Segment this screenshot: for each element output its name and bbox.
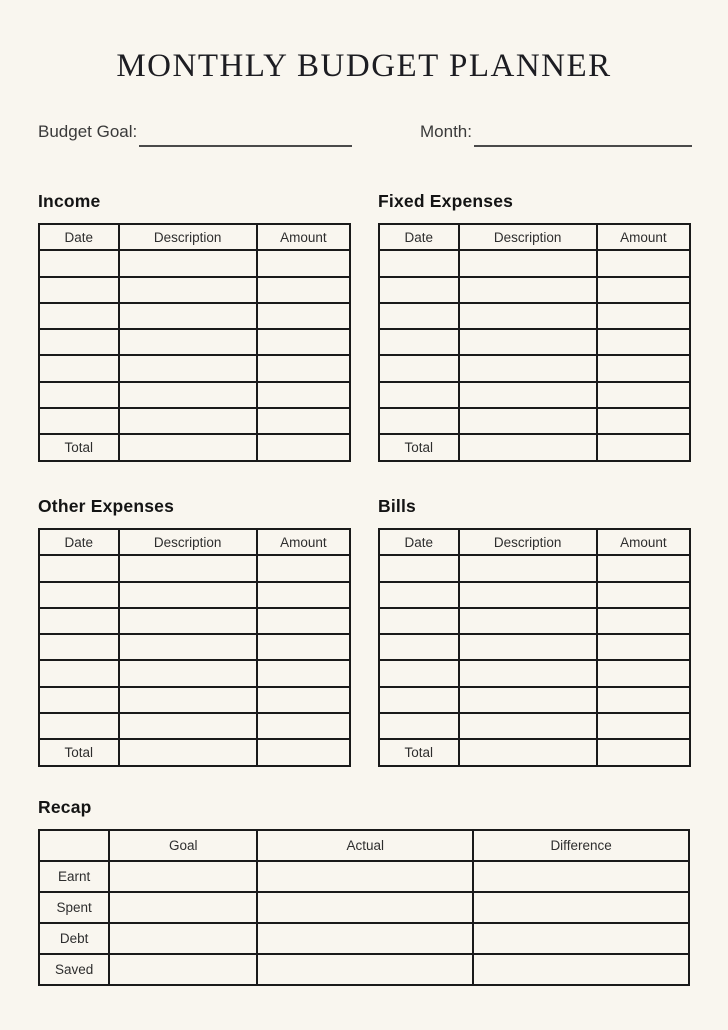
income-entry-row [39,408,350,434]
recap-section-title: Recap [38,797,92,817]
other-expenses-entry-row [39,713,350,739]
fixed-expenses-entry-row [379,303,690,329]
other-expenses-entry-cell[interactable] [39,555,119,581]
other-expenses-entry-cell[interactable] [257,555,350,581]
fixed-expenses-entry-cell[interactable] [379,250,459,276]
income-entry-cell[interactable] [39,408,119,434]
fixed-expenses-table [378,223,691,462]
income-entry-cell[interactable] [257,250,350,276]
bills-entry-cell[interactable] [459,582,597,608]
fixed-expenses-entry-cell[interactable] [379,408,459,434]
bills-entry-cell[interactable] [597,713,690,739]
bills-entry-cell[interactable] [597,582,690,608]
other-expenses-entry-cell[interactable] [39,634,119,660]
bills-total-amount-cell[interactable] [597,739,690,765]
recap-spent-label: Spent [39,892,109,923]
budget-goal-label: Budget Goal: [38,122,138,141]
fixed-expenses-entry-cell[interactable] [459,329,597,355]
bills-date-column-header: Date [379,529,459,555]
income-entry-cell[interactable] [39,250,119,276]
other-expenses-entry-cell[interactable] [257,713,350,739]
bills-header-row [379,529,690,555]
fixed-expenses-entry-cell[interactable] [597,408,690,434]
bills-total-row [379,739,690,765]
income-entry-cell[interactable] [119,355,257,381]
bills-entry-cell[interactable] [597,634,690,660]
month-label: Month: [420,122,472,141]
recap-earnt-goal-cell[interactable] [109,861,257,892]
bills-entry-row [379,582,690,608]
income-entry-row [39,303,350,329]
bills-entry-cell[interactable] [459,634,597,660]
other-expenses-entry-row [39,582,350,608]
other-expenses-entry-cell[interactable] [257,608,350,634]
bills-entry-row [379,634,690,660]
fixed-expenses-entry-cell[interactable] [379,329,459,355]
recap-goal-column-header: Goal [109,830,257,861]
income-total-amount-cell[interactable] [257,434,350,460]
income-entry-cell[interactable] [39,355,119,381]
bills-total-description-cell[interactable] [459,739,597,765]
fixed-expenses-entry-cell[interactable] [379,277,459,303]
fixed-expenses-entry-cell[interactable] [379,303,459,329]
other-expenses-entry-row [39,608,350,634]
income-description-column-header: Description [119,224,257,250]
recap-earnt-row [39,861,689,892]
other-expenses-header-row [39,529,350,555]
other-expenses-entry-cell[interactable] [119,555,257,581]
other-expenses-entry-cell[interactable] [119,687,257,713]
fixed-expenses-entry-row [379,277,690,303]
income-section-title: Income [38,191,101,211]
income-entry-cell[interactable] [119,382,257,408]
income-entry-row [39,355,350,381]
fixed-expenses-total-row [379,434,690,460]
fixed-expenses-entry-cell[interactable] [459,355,597,381]
income-entry-cell[interactable] [39,382,119,408]
other-expenses-entry-cell[interactable] [39,582,119,608]
other-expenses-entry-cell[interactable] [119,713,257,739]
income-amount-column-header: Amount [257,224,350,250]
recap-debt-goal-cell[interactable] [109,923,257,954]
income-entry-cell[interactable] [39,277,119,303]
other-expenses-entry-cell[interactable] [257,582,350,608]
income-entry-row [39,250,350,276]
other-expenses-description-column-header: Description [119,529,257,555]
recap-header-row [39,830,689,861]
other-expenses-section [38,496,351,767]
other-expenses-entry-row [39,634,350,660]
other-expenses-entry-cell[interactable] [39,608,119,634]
fixed-expenses-entry-row [379,408,690,434]
bills-entry-cell[interactable] [379,634,459,660]
fixed-expenses-entry-cell[interactable] [597,303,690,329]
fixed-expenses-amount-column-header: Amount [597,224,690,250]
recap-difference-column-header: Difference [473,830,689,861]
budget-goal-field [38,117,352,143]
bills-entry-cell[interactable] [379,555,459,581]
fixed-expenses-entry-cell[interactable] [459,408,597,434]
recap-earnt-label: Earnt [39,861,109,892]
fixed-expenses-entry-cell[interactable] [597,355,690,381]
bills-section-title: Bills [378,496,416,516]
recap-debt-row [39,923,689,954]
other-expenses-entry-cell[interactable] [39,660,119,686]
income-entry-row [39,382,350,408]
income-entry-row [39,277,350,303]
bills-entry-cell[interactable] [459,713,597,739]
bills-entry-cell[interactable] [459,555,597,581]
month-input-line[interactable] [474,137,692,147]
income-total-description-cell[interactable] [119,434,257,460]
recap-saved-label: Saved [39,954,109,985]
recap-section [38,797,690,986]
bills-entry-cell[interactable] [459,608,597,634]
income-entry-cell[interactable] [119,277,257,303]
income-entry-cell[interactable] [257,303,350,329]
bills-entry-cell[interactable] [597,660,690,686]
other-expenses-table [38,528,351,767]
page-title: MONTHLY BUDGET PLANNER [116,48,612,84]
recap-spent-goal-cell[interactable] [109,892,257,923]
income-total-row [39,434,350,460]
other-expenses-entry-cell[interactable] [257,660,350,686]
other-expenses-date-column-header: Date [39,529,119,555]
other-expenses-entry-cell[interactable] [119,608,257,634]
fixed-expenses-entry-cell[interactable] [459,277,597,303]
bills-entry-cell[interactable] [379,687,459,713]
fixed-expenses-entry-row [379,329,690,355]
recap-earnt-difference-cell[interactable] [473,861,689,892]
fixed-expenses-entry-row [379,355,690,381]
fixed-expenses-section [378,191,691,462]
bills-entry-cell[interactable] [379,660,459,686]
other-expenses-entry-row [39,687,350,713]
fixed-expenses-section-title: Fixed Expenses [378,191,514,211]
other-expenses-entry-row [39,660,350,686]
bills-entry-row [379,713,690,739]
income-entry-cell[interactable] [257,355,350,381]
income-entry-cell[interactable] [257,277,350,303]
recap-debt-difference-cell[interactable] [473,923,689,954]
income-total-label: Total [39,434,119,460]
recap-corner-cell [39,830,109,861]
income-entry-cell[interactable] [119,329,257,355]
income-entry-cell[interactable] [257,382,350,408]
bills-entry-cell[interactable] [597,687,690,713]
income-entry-cell[interactable] [39,329,119,355]
bills-amount-column-header: Amount [597,529,690,555]
recap-table [38,829,690,986]
bills-entry-cell[interactable] [459,660,597,686]
recap-debt-label: Debt [39,923,109,954]
recap-spent-actual-cell[interactable] [257,892,473,923]
budget-goal-input-line[interactable] [139,137,352,147]
fixed-expenses-entry-cell[interactable] [379,355,459,381]
fixed-expenses-entry-cell[interactable] [597,382,690,408]
other-expenses-entry-cell[interactable] [119,634,257,660]
bills-table [378,528,691,767]
income-entry-row [39,329,350,355]
fixed-expenses-entry-cell[interactable] [459,250,597,276]
recap-earnt-actual-cell[interactable] [257,861,473,892]
fixed-expenses-entry-cell[interactable] [597,329,690,355]
other-expenses-entry-cell[interactable] [119,660,257,686]
recap-spent-difference-cell[interactable] [473,892,689,923]
income-entry-cell[interactable] [119,303,257,329]
bills-entry-row [379,660,690,686]
bills-total-label: Total [379,739,459,765]
other-expenses-total-row [39,739,350,765]
income-entry-cell[interactable] [257,408,350,434]
income-entry-cell[interactable] [39,303,119,329]
recap-saved-goal-cell[interactable] [109,954,257,985]
recap-saved-difference-cell[interactable] [473,954,689,985]
other-expenses-total-amount-cell[interactable] [257,739,350,765]
recap-saved-row [39,954,689,985]
other-expenses-entry-row [39,555,350,581]
other-expenses-entry-cell[interactable] [257,687,350,713]
fixed-expenses-entry-cell[interactable] [597,250,690,276]
income-entry-cell[interactable] [119,408,257,434]
fixed-expenses-date-column-header: Date [379,224,459,250]
recap-saved-actual-cell[interactable] [257,954,473,985]
bills-entry-cell[interactable] [459,687,597,713]
other-expenses-total-label: Total [39,739,119,765]
fixed-expenses-total-label: Total [379,434,459,460]
fixed-expenses-entry-cell[interactable] [459,303,597,329]
income-table [38,223,351,462]
recap-spent-row [39,892,689,923]
fixed-expenses-description-column-header: Description [459,224,597,250]
fixed-expenses-entry-cell[interactable] [597,277,690,303]
income-header-row [39,224,350,250]
fixed-expenses-entry-cell[interactable] [379,382,459,408]
fixed-expenses-entry-row [379,250,690,276]
fixed-expenses-entry-cell[interactable] [459,382,597,408]
month-field [420,117,692,143]
income-date-column-header: Date [39,224,119,250]
other-expenses-entry-cell[interactable] [39,713,119,739]
other-expenses-entry-cell[interactable] [257,634,350,660]
income-entry-cell[interactable] [257,329,350,355]
fixed-expenses-total-description-cell[interactable] [459,434,597,460]
other-expenses-entry-cell[interactable] [39,687,119,713]
other-expenses-section-title: Other Expenses [38,496,175,516]
bills-entry-cell[interactable] [379,608,459,634]
bills-section [378,496,691,767]
bills-entry-cell[interactable] [379,582,459,608]
fixed-expenses-total-amount-cell[interactable] [597,434,690,460]
other-expenses-entry-cell[interactable] [119,582,257,608]
bills-entry-cell[interactable] [597,555,690,581]
bills-entry-row [379,555,690,581]
bills-description-column-header: Description [459,529,597,555]
recap-actual-column-header: Actual [257,830,473,861]
income-entry-cell[interactable] [119,250,257,276]
income-section [38,191,351,462]
bills-entry-row [379,687,690,713]
recap-debt-actual-cell[interactable] [257,923,473,954]
fixed-expenses-entry-row [379,382,690,408]
bills-entry-cell[interactable] [379,713,459,739]
bills-entry-cell[interactable] [597,608,690,634]
fixed-expenses-header-row [379,224,690,250]
bills-entry-row [379,608,690,634]
other-expenses-amount-column-header: Amount [257,529,350,555]
other-expenses-total-description-cell[interactable] [119,739,257,765]
